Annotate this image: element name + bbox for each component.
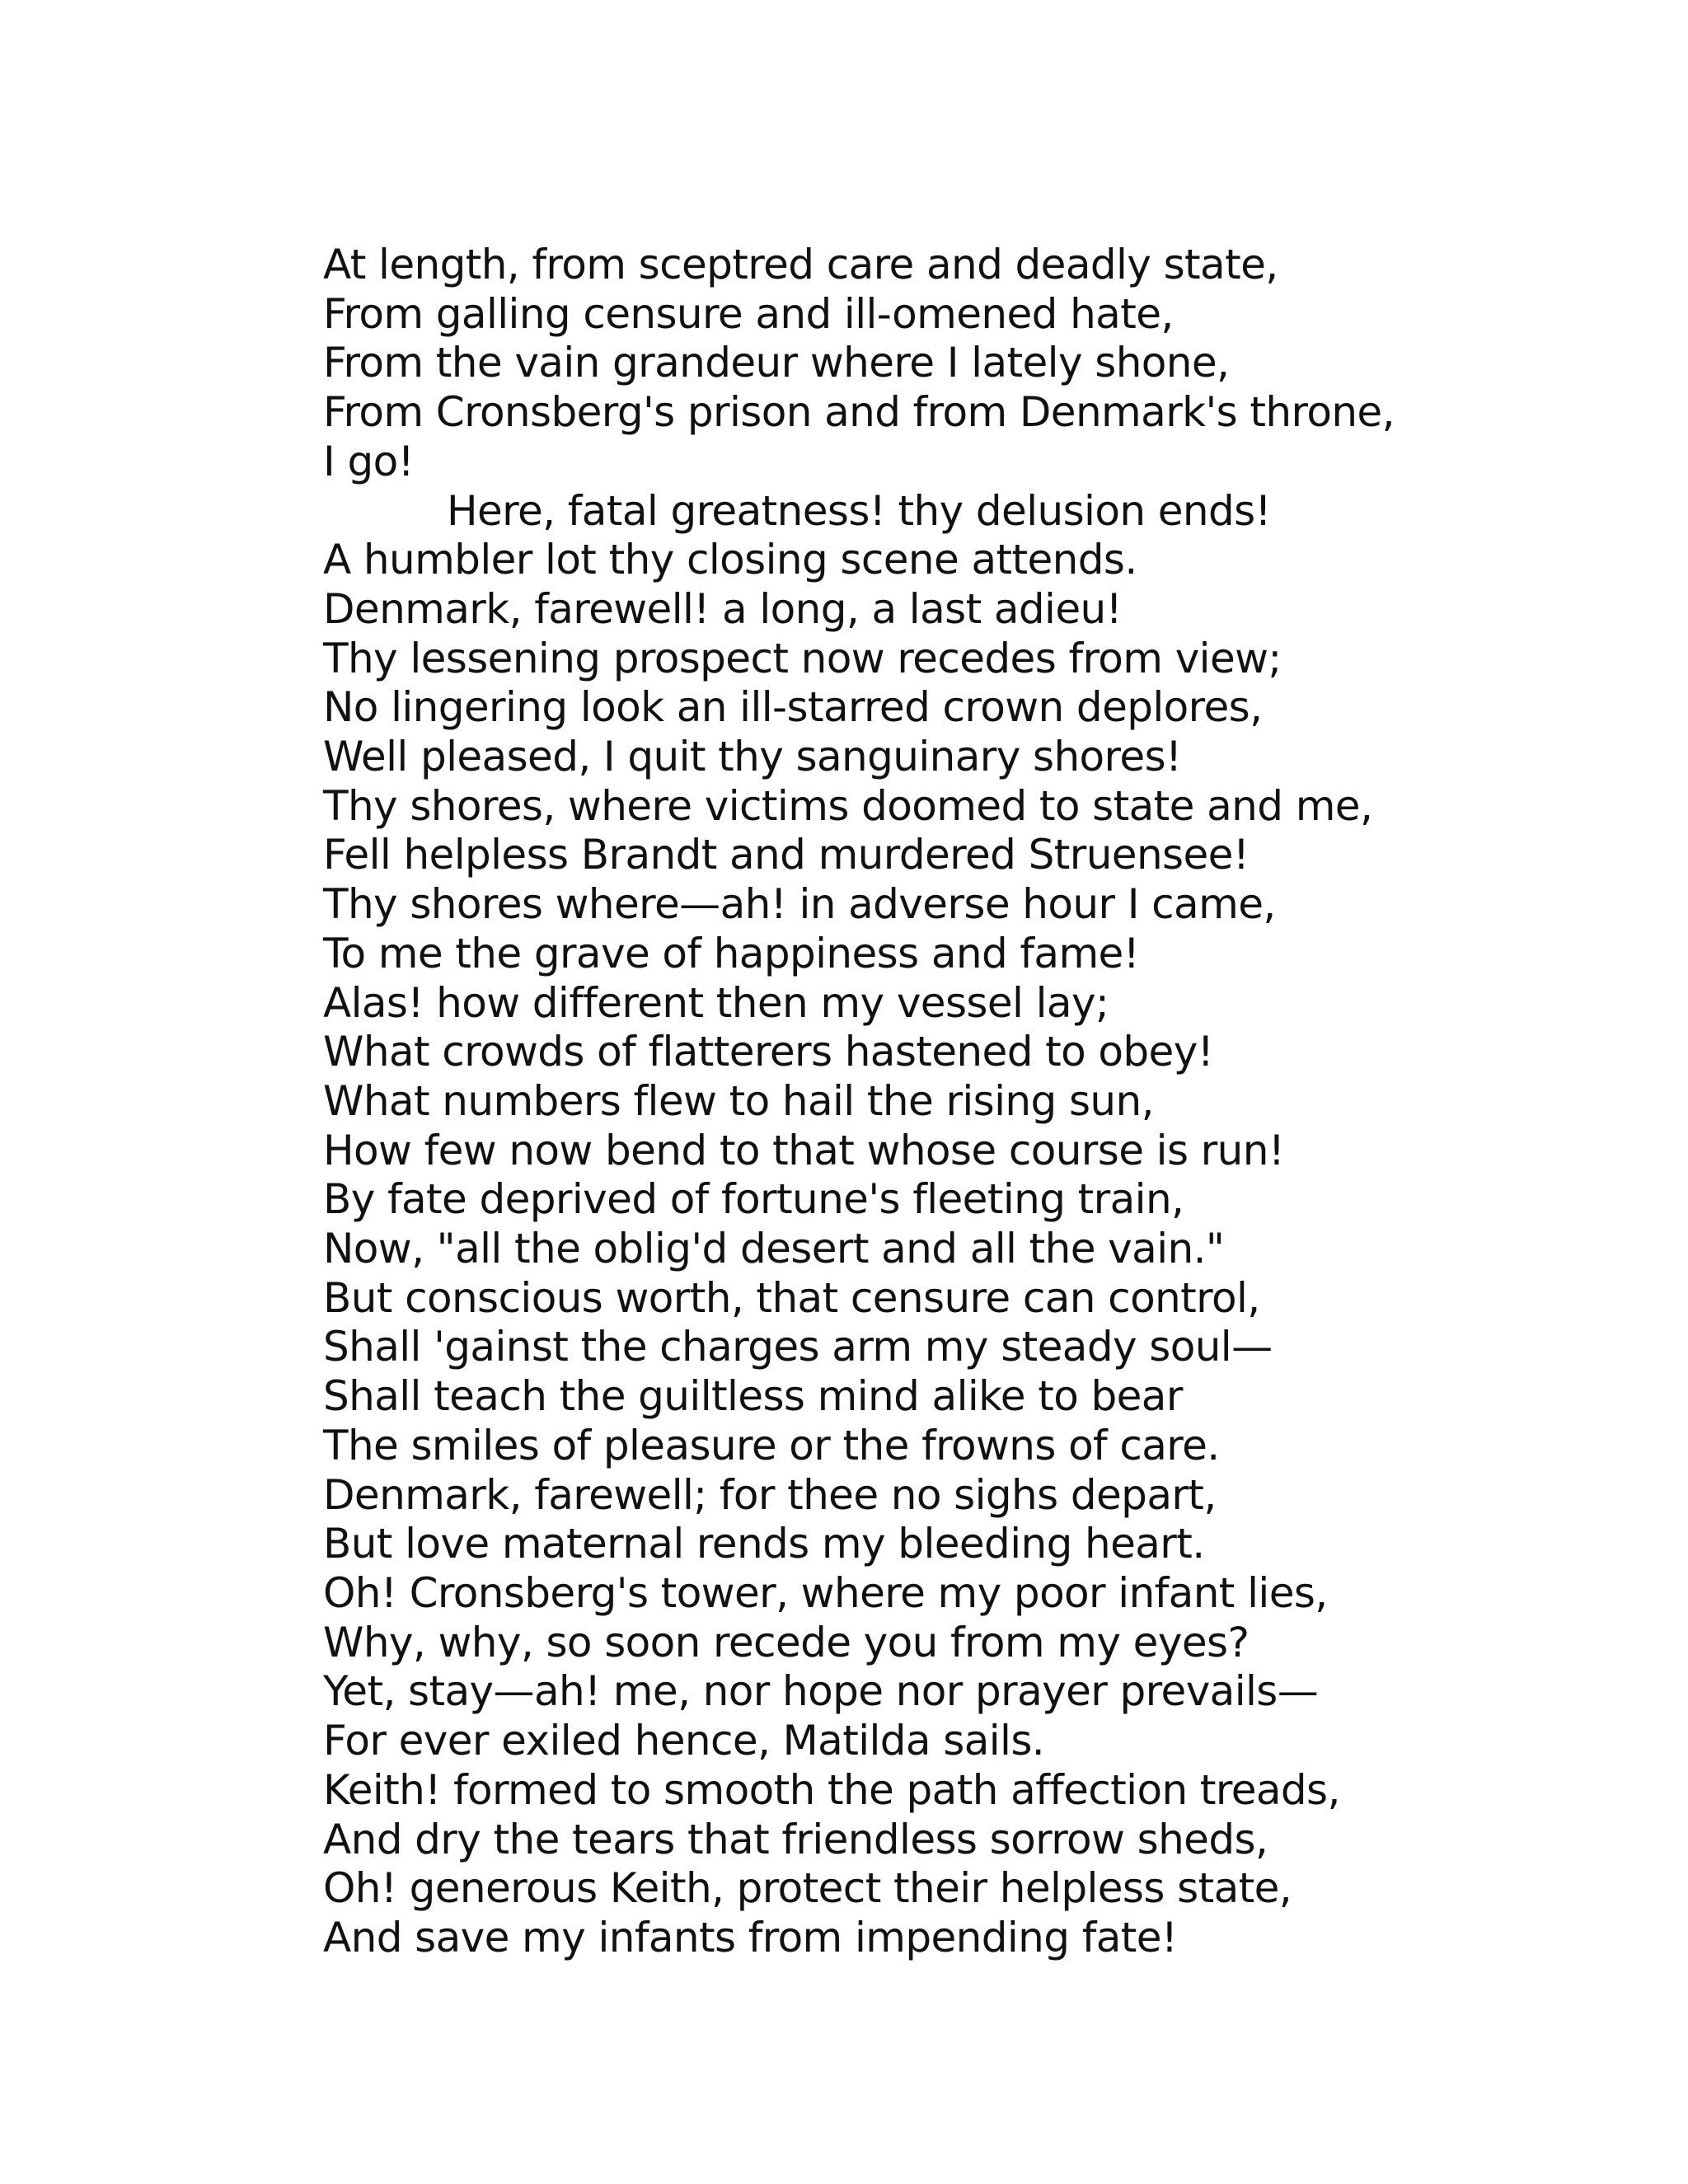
poem-line: By fate deprived of fortune's fleeting train, <box>323 1175 1184 1224</box>
poem-line-indented: Here, fatal greatness! thy delusion ends! <box>447 486 1271 535</box>
poem-line: But conscious worth, that censure can control, <box>323 1273 1260 1322</box>
poem-line: From the vain grandeur where I lately shone, <box>323 339 1230 387</box>
poem-line: Alas! how different then my vessel lay; <box>323 978 1109 1027</box>
poem-line: And save my infants from impending fate! <box>323 1913 1178 1961</box>
poem-line: To me the grave of happiness and fame! <box>323 929 1140 977</box>
poem-line: How few now bend to that whose course is run! <box>323 1126 1285 1174</box>
poem-line: Shall 'gainst the charges arm my steady soul— <box>323 1323 1273 1371</box>
poem-line: Oh! generous Keith, protect their helpless state, <box>323 1864 1292 1913</box>
poem-line: At length, from sceptred care and deadly state, <box>323 241 1278 288</box>
poem-line: And dry the tears that friendless sorrow sheds, <box>323 1815 1268 1863</box>
poem-line: The smiles of pleasure or the frowns of care. <box>323 1421 1220 1469</box>
poem-line: Oh! Cronsberg's tower, where my poor infant lies, <box>323 1568 1328 1617</box>
poem-line: What crowds of flatterers hastened to obey! <box>323 1028 1214 1076</box>
poem-line: A humbler lot thy closing scene attends. <box>323 536 1137 584</box>
poem-line: Denmark, farewell; for thee no sighs depart, <box>323 1470 1217 1519</box>
poem-line: From Cronsberg's prison and from Denmark's throne, <box>323 388 1395 437</box>
poem-line: Well pleased, I quit thy sanguinary shores! <box>323 733 1182 781</box>
poem-line: Now, "all the oblig'd desert and all the vain." <box>323 1225 1225 1273</box>
poem-line: For ever exiled hence, Matilda sails. <box>323 1717 1045 1765</box>
poem-line: Shall teach the guiltless mind alike to bear <box>323 1372 1183 1421</box>
poem-line: I go! <box>323 437 415 485</box>
poem-line: No lingering look an ill-starred crown deplores, <box>323 683 1263 732</box>
poem-line: But love maternal rends my bleeding heart. <box>323 1520 1205 1568</box>
poem-line: Thy lessening prospect now recedes from view; <box>323 634 1282 682</box>
poem-line: What numbers flew to hail the rising sun, <box>323 1076 1154 1125</box>
poem-line: Yet, stay—ah! me, nor hope nor prayer prevails— <box>323 1667 1319 1716</box>
poem-line: Denmark, farewell! a long, a last adieu! <box>323 584 1123 633</box>
poem-line: Why, why, so soon recede you from my eyes? <box>323 1618 1250 1666</box>
poem-line: Fell helpless Brandt and murdered Struensee! <box>323 831 1250 879</box>
poem-line: Thy shores where—ah! in adverse hour I came, <box>323 880 1276 929</box>
poem-line: Thy shores, where victims doomed to state and me, <box>323 781 1373 830</box>
poem-line: Keith! formed to smooth the path affection treads, <box>323 1765 1340 1814</box>
poem-line: From galling censure and ill-omened hate, <box>323 289 1174 338</box>
poem-body <box>323 241 1642 1963</box>
